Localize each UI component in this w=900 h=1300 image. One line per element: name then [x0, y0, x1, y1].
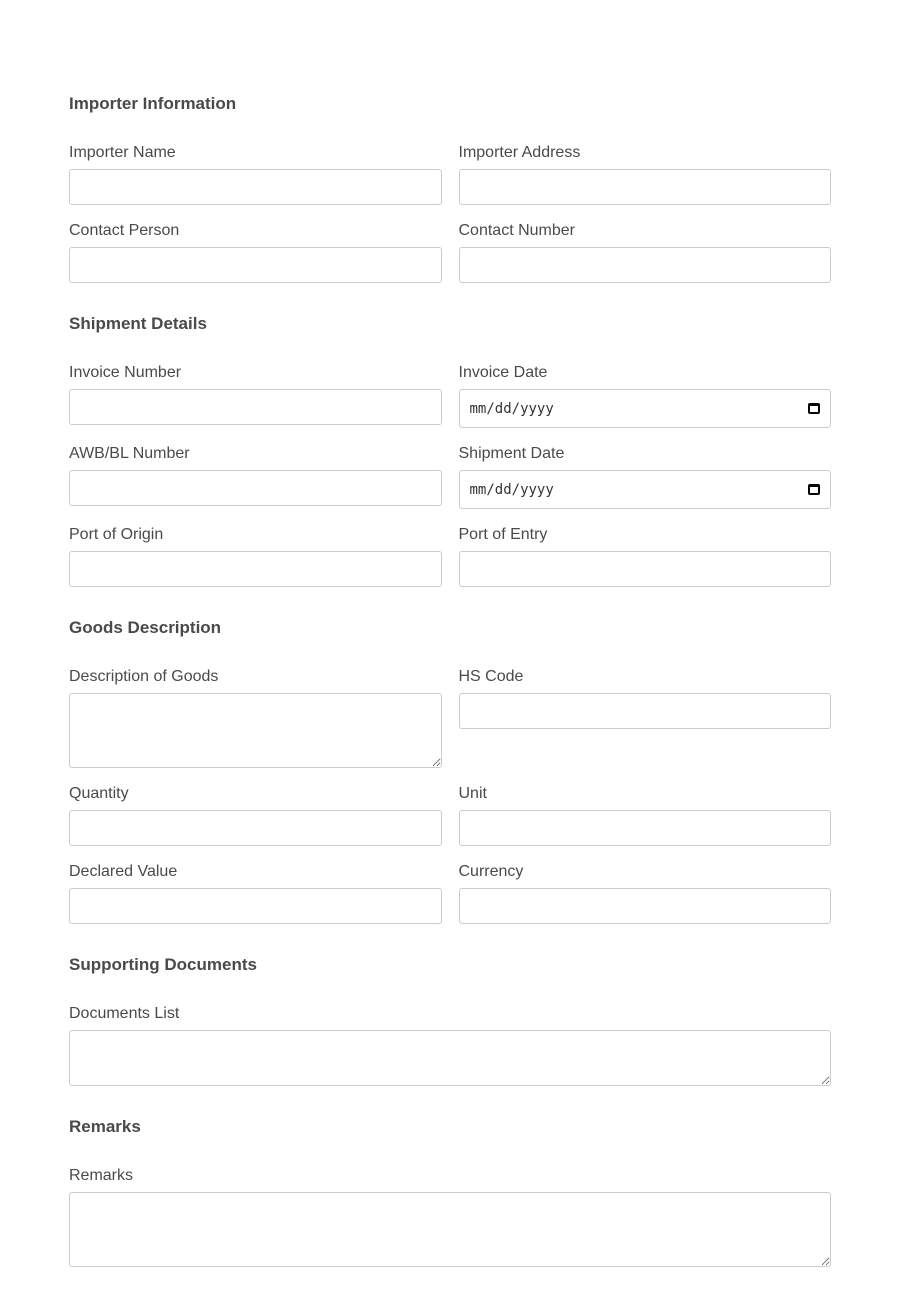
remarks-textarea[interactable]: [69, 1192, 831, 1267]
declared-value-label: Declared Value: [69, 863, 178, 880]
port-of-entry-input[interactable]: [459, 551, 832, 587]
importer-address-label: Importer Address: [458, 144, 581, 161]
calendar-icon[interactable]: [808, 484, 820, 495]
quantity-input[interactable]: [69, 810, 442, 846]
contact-person-input[interactable]: [69, 247, 442, 283]
invoice-date-label: Invoice Date: [458, 364, 548, 381]
section-title: Shipment Details: [69, 314, 207, 333]
hs-code-input[interactable]: [459, 693, 832, 729]
goods-section: [69, 618, 831, 924]
contact-person-label: Contact Person: [69, 222, 180, 239]
section-title: Goods Description: [69, 618, 222, 637]
documents-list-label: Documents List: [69, 1005, 180, 1022]
unit-label: Unit: [458, 785, 487, 802]
invoice-number-label: Invoice Number: [69, 364, 182, 381]
description-of-goods-label: Description of Goods: [69, 668, 219, 685]
contact-number-input[interactable]: [459, 247, 832, 283]
port-of-origin-input[interactable]: [69, 551, 442, 587]
date-placeholder: mm/dd/yyyy: [469, 400, 554, 417]
importer-name-label: Importer Name: [69, 144, 176, 161]
port-of-origin-label: Port of Origin: [69, 526, 164, 543]
awb-bl-number-input[interactable]: [69, 470, 442, 506]
section-title: Remarks: [69, 1117, 141, 1136]
section-title: Supporting Documents: [69, 955, 257, 974]
currency-label: Currency: [458, 863, 524, 880]
importer-address-input[interactable]: [459, 169, 832, 205]
unit-input[interactable]: [459, 810, 832, 846]
port-of-entry-label: Port of Entry: [458, 526, 548, 543]
calendar-icon[interactable]: [808, 403, 820, 414]
importer-section: [69, 94, 831, 283]
shipment-date-input[interactable]: [459, 470, 832, 509]
shipment-date-label: Shipment Date: [458, 445, 565, 462]
documents-list-textarea[interactable]: [69, 1030, 831, 1086]
section-title: Importer Information: [69, 94, 237, 113]
remarks-section: [69, 1117, 831, 1267]
date-placeholder: mm/dd/yyyy: [469, 481, 554, 498]
shipment-section: [69, 314, 831, 587]
quantity-label: Quantity: [69, 785, 129, 802]
awb-bl-number-label: AWB/BL Number: [69, 445, 190, 462]
hs-code-label: HS Code: [458, 668, 524, 685]
description-of-goods-textarea[interactable]: [69, 693, 442, 768]
documents-section: [69, 955, 831, 1086]
declared-value-input[interactable]: [69, 888, 442, 924]
importer-name-input[interactable]: [69, 169, 442, 205]
contact-number-label: Contact Number: [458, 222, 575, 239]
remarks-label: Remarks: [69, 1167, 134, 1184]
invoice-number-input[interactable]: [69, 389, 442, 425]
currency-input[interactable]: [459, 888, 832, 924]
customs-form: [69, 94, 831, 1298]
invoice-date-input[interactable]: [459, 389, 832, 428]
